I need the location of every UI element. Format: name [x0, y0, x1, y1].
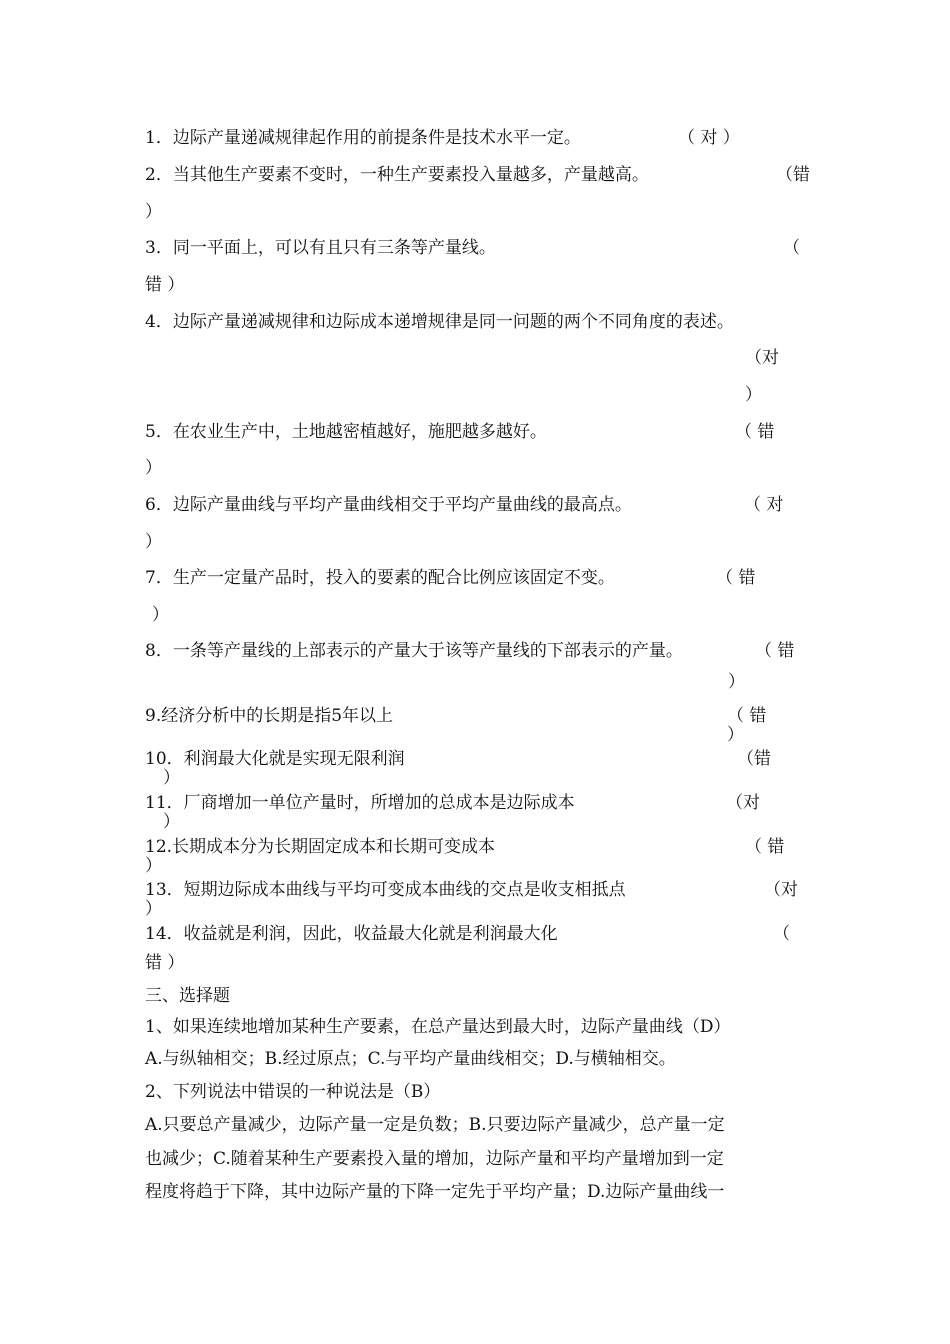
judgment-7-answer-open: （ 错 — [716, 568, 756, 588]
judgment-2-question: 2．当其他生产要素不变时，一种生产要素投入量越多，产量越高。 — [145, 165, 649, 185]
judgment-8-answer-close: ） — [728, 672, 745, 692]
judgment-11-answer-open: （对 — [726, 793, 760, 813]
choice-1-options: A.与纵轴相交；B.经过原点；C.与平均产量曲线相交；D.与横轴相交。 — [145, 1049, 676, 1069]
judgment-4-answer-close: ） — [745, 385, 762, 405]
choice-2-options-line-2: 也减少；C.随着某种生产要素投入量的增加，边际产量和平均产量增加到一定 — [145, 1149, 724, 1169]
judgment-5-answer-open: （ 错 — [735, 422, 775, 442]
judgment-13-answer-open: （对 — [764, 880, 798, 900]
section-title: 三、选择题 — [145, 986, 230, 1006]
judgment-14-answer-open: （ — [773, 924, 790, 944]
judgment-11-question: 11．厂商增加一单位产量时，所增加的总成本是边际成本 — [145, 793, 575, 813]
judgment-2-answer-open: （错 — [776, 165, 810, 185]
judgment-5-answer-close: ） — [145, 458, 162, 478]
judgment-8-question: 8．一条等产量线的上部表示的产量大于该等产量线的下部表示的产量。 — [145, 641, 683, 661]
judgment-9-answer-close: ） — [727, 725, 744, 745]
judgment-10-question: 10．利润最大化就是实现无限利润 — [145, 749, 405, 769]
judgment-13-question: 13．短期边际成本曲线与平均可变成本曲线的交点是收支相抵点 — [145, 880, 626, 900]
judgment-6-answer-open: （ 对 — [744, 495, 784, 515]
judgment-4-question: 4．边际产量递减规律和边际成本递增规律是同一问题的两个不同角度的表述。 — [145, 312, 734, 332]
judgment-12-answer-open: （ 错 — [745, 837, 785, 857]
judgment-12-question: 12.长期成本分为长期固定成本和长期可变成本 — [145, 837, 496, 857]
judgment-4-answer-open: （对 — [745, 348, 779, 368]
judgment-10-answer-open: （错 — [737, 749, 771, 769]
judgment-10-answer-close: ） — [163, 768, 180, 788]
judgment-1-answer: （ 对 ） — [678, 128, 740, 148]
judgment-13-answer-close: ） — [145, 899, 162, 919]
judgment-11-answer-close: ） — [163, 812, 180, 832]
judgment-14-question: 14．收益就是利润，因此，收益最大化就是利润最大化 — [145, 924, 558, 944]
choice-2-options-line-1: A.只要总产量减少，边际产量一定是负数；B.只要边际产量减少，总产量一定 — [145, 1115, 725, 1135]
judgment-8-answer-open: （ 错 — [755, 641, 795, 661]
judgment-3-question: 3．同一平面上，可以有且只有三条等产量线。 — [145, 238, 496, 258]
judgment-3-answer-close: 错 ） — [145, 275, 185, 295]
judgment-9-question: 9.经济分析中的长期是指5年以上 — [145, 706, 394, 726]
judgment-7-answer-close: ） — [152, 605, 169, 625]
judgment-2-answer-close: ） — [145, 202, 162, 222]
judgment-12-answer-close: ） — [145, 856, 162, 876]
choice-2-options-line-3: 程度将趋于下降，其中边际产量的下降一定先于平均产量；D.边际产量曲线一 — [145, 1182, 725, 1202]
judgment-6-question: 6．边际产量曲线与平均产量曲线相交于平均产量曲线的最高点。 — [145, 495, 632, 515]
choice-1-question: 1、如果连续地增加某种生产要素，在总产量达到最大时，边际产量曲线（D） — [145, 1017, 731, 1037]
judgment-9-answer-open: （ 错 — [727, 706, 767, 726]
judgment-1-question: 1．边际产量递减规律起作用的前提条件是技术水平一定。 — [145, 128, 581, 148]
choice-2-question: 2、下列说法中错误的一种说法是（B） — [145, 1082, 441, 1102]
judgment-3-answer-open: （ — [783, 238, 800, 258]
judgment-5-question: 5．在农业生产中，土地越密植越好，施肥越多越好。 — [145, 422, 547, 442]
judgment-6-answer-close: ） — [145, 532, 162, 552]
judgment-14-answer-close: 错 ） — [145, 953, 185, 973]
judgment-7-question: 7．生产一定量产品时，投入的要素的配合比例应该固定不变。 — [145, 568, 615, 588]
